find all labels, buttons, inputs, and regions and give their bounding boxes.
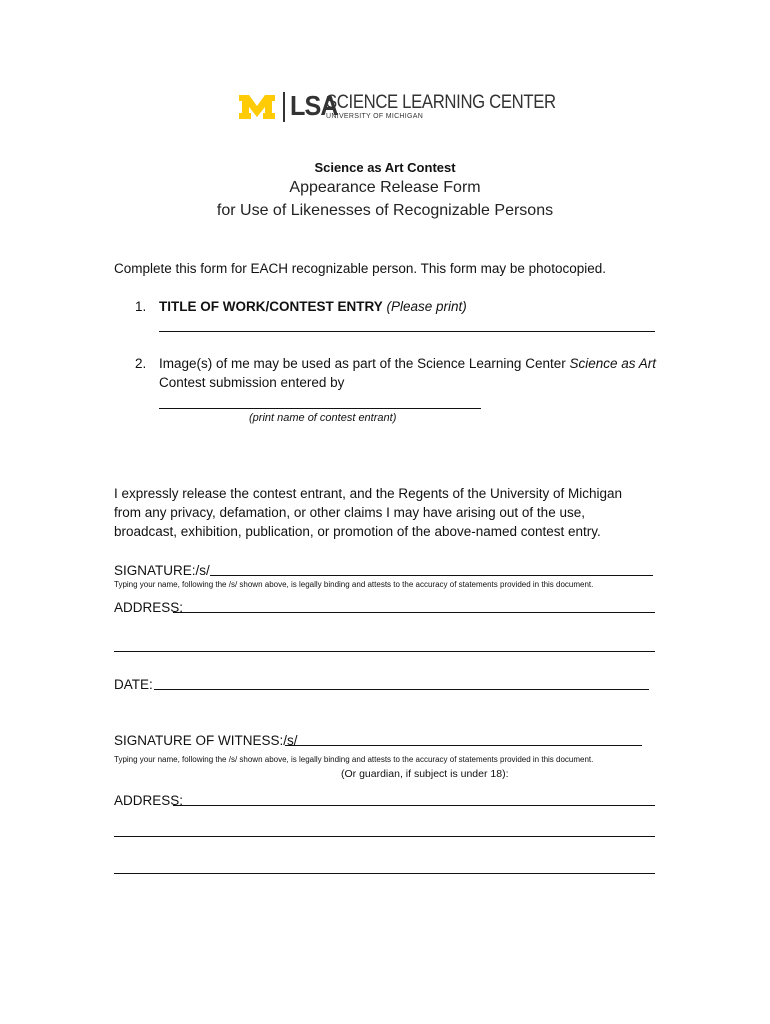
address-field-line2[interactable] xyxy=(114,651,655,652)
witness-signature-field[interactable] xyxy=(285,745,642,746)
item1-label-row xyxy=(159,297,467,316)
signature-label: SIGNATURE:/s/ xyxy=(114,563,210,578)
signature-field[interactable] xyxy=(210,575,653,576)
item1-number: 1. xyxy=(135,299,147,314)
block-m-icon xyxy=(238,94,276,120)
title-of-work-field[interactable] xyxy=(159,331,655,332)
form-title: Appearance Release Form xyxy=(289,179,481,196)
intro-text: Complete this form for EACH recognizable person. This form may be photocopied. xyxy=(114,261,606,276)
witness-address-field-line1[interactable] xyxy=(173,805,655,806)
form-subtitle: for Use of Likenesses of Recognizable Persons xyxy=(216,202,554,219)
address-label: ADDRESS: xyxy=(114,600,184,615)
item1-label: TITLE OF WORK/CONTEST ENTRY xyxy=(159,299,383,314)
witness-signature-label: SIGNATURE OF WITNESS:/s/ xyxy=(114,733,298,748)
logo-lsa-text: LSA xyxy=(290,90,338,121)
address-field-line1[interactable] xyxy=(173,612,655,613)
logo-divider xyxy=(283,92,285,122)
entrant-hint: (print name of contest entrant) xyxy=(249,412,397,424)
logo-subtitle: UNIVERSITY OF MICHIGAN xyxy=(326,113,424,120)
item2-text-line1: Image(s) of me may be used as part of the Science Learning Center Science as Art xyxy=(159,356,657,371)
witness-address-field-line2[interactable] xyxy=(114,836,655,837)
date-field[interactable] xyxy=(154,689,649,690)
witness-address-label: ADDRESS: xyxy=(114,793,184,808)
entrant-name-field[interactable] xyxy=(159,408,481,409)
contest-name: Science as Art Contest xyxy=(314,160,456,175)
date-label: DATE: xyxy=(114,677,153,692)
logo-title: SCIENCE LEARNING CENTER xyxy=(326,92,556,113)
witness-address-field-line3[interactable] xyxy=(114,873,655,874)
release-line3: broadcast, exhibition, publication, or promotion of the above-named contest entry. xyxy=(114,524,601,539)
item2-text-line2: Contest submission entered by xyxy=(159,375,345,390)
item1-hint: (Please print) xyxy=(386,299,467,314)
lsa-slc-logo xyxy=(238,90,556,124)
release-line2: from any privacy, defamation, or other claims I may have arising out of the use, xyxy=(114,505,585,520)
item2-number: 2. xyxy=(135,356,147,371)
signature-note: Typing your name, following the /s/ shown above, is legally binding and attests to the accuracy of statements provided in this document. xyxy=(114,580,594,589)
witness-signature-note: Typing your name, following the /s/ shown above, is legally binding and attests to the accuracy of statements provided in this document. xyxy=(114,755,594,764)
guardian-note: (Or guardian, if subject is under 18): xyxy=(341,768,509,780)
release-line1: I expressly release the contest entrant, and the Regents of the University of Michigan xyxy=(114,486,623,501)
